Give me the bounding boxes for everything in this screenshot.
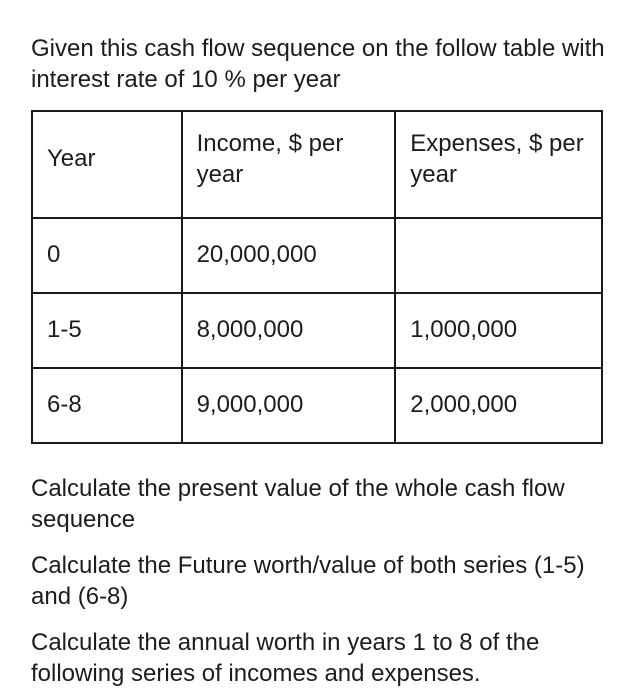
table-row (32, 368, 602, 443)
cell-expenses: 1,000,000 (395, 293, 602, 368)
table-row (32, 218, 602, 293)
table-header-row (32, 111, 602, 218)
header-year: Year (32, 111, 182, 218)
table-row (32, 293, 602, 368)
cash-flow-table (31, 110, 603, 444)
cell-year: 0 (32, 218, 182, 293)
cell-income: 8,000,000 (182, 293, 396, 368)
cell-year: 1-5 (32, 293, 182, 368)
question-annual-worth: Calculate the annual worth in years 1 to 8 of the following series of incomes and expenses. (31, 629, 540, 687)
cell-year: 6-8 (32, 368, 182, 443)
cell-expenses (395, 218, 602, 293)
cell-income: 9,000,000 (182, 368, 396, 443)
question-future-worth: Calculate the Future worth/value of both series (1-5) and (6-8) (31, 552, 585, 610)
question-present-value: Calculate the present value of the whole cash flow sequence (31, 475, 565, 533)
cell-income: 20,000,000 (182, 218, 396, 293)
cell-expenses: 2,000,000 (395, 368, 602, 443)
intro-text: Given this cash flow sequence on the follow table with interest rate of 10 % per year (31, 35, 605, 93)
header-income: Income, $ per year (182, 111, 396, 218)
header-expenses: Expenses, $ per year (395, 111, 602, 218)
